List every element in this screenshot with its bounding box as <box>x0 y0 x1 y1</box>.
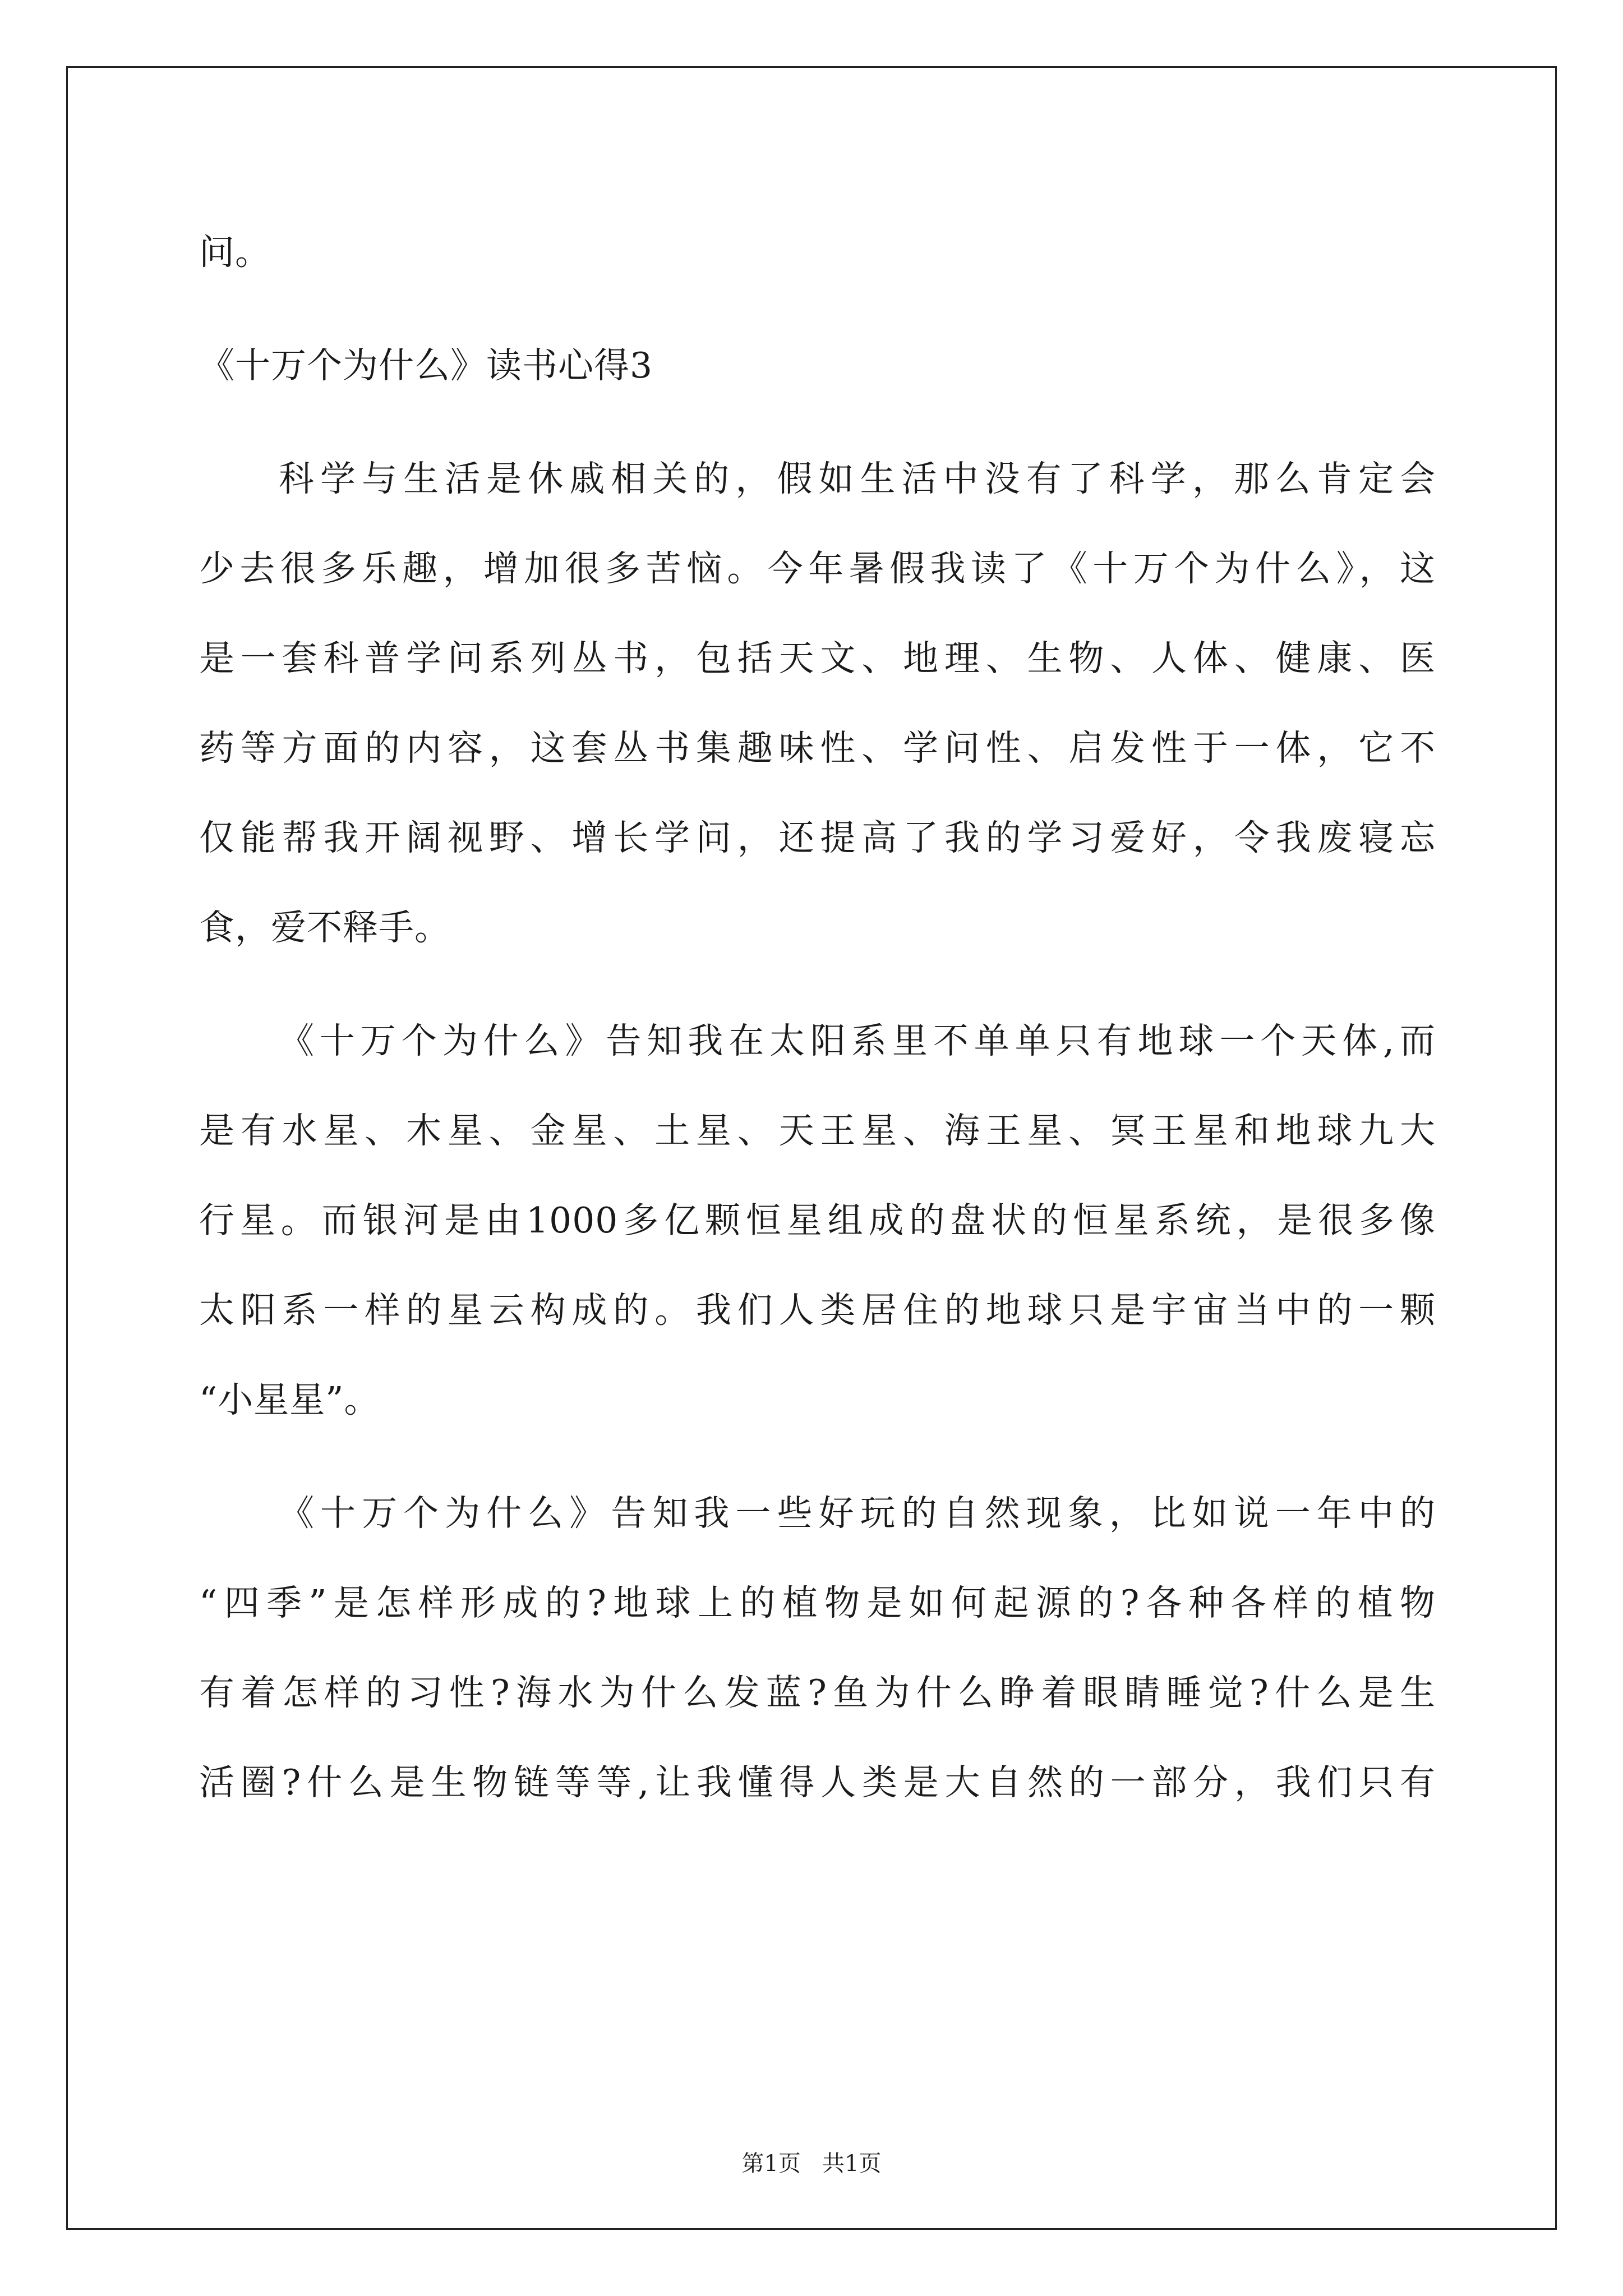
text-line: 科学与生活是休戚相关的，假如生活中没有了科学，那么肯定会 <box>279 458 1436 499</box>
text-line: 是一套科普学问系列丛书，包括天文、地理、生物、人体、健康、医 <box>199 638 1436 679</box>
document-body <box>199 208 1436 1828</box>
text-line: 食，爱不释手。 <box>199 907 450 948</box>
text-line: 《十万个为什么》告知我在太阳系里不单单只有地球一个天体,而 <box>279 1020 1436 1061</box>
text-line: 活圈?什么是生物链等等,让我懂得人类是大自然的一部分，我们只有 <box>199 1762 1436 1803</box>
text-line: 少去很多乐趣，增加很多苦恼。今年暑假我读了《十万个为什么》，这 <box>199 548 1436 589</box>
text-line: 是有水星、木星、金星、土星、天王星、海王星、冥王星和地球九大 <box>199 1110 1436 1151</box>
text-line: “小星星”。 <box>199 1379 380 1420</box>
text-line: 有着怎样的习性?海水为什么发蓝?鱼为什么睁着眼睛睡觉?什么是生 <box>199 1672 1436 1713</box>
text-line: 药等方面的内容，这套丛书集趣味性、学问性、启发性于一体，它不 <box>199 728 1436 769</box>
text-line: 太阳系一样的星云构成的。我们人类居住的地球只是宇宙当中的一颗 <box>199 1290 1436 1331</box>
text-line: 仅能帮我开阔视野、增长学问，还提高了我的学习爱好，令我废寝忘 <box>199 817 1436 858</box>
text-line: 行星。而银河是由1000多亿颗恒星组成的盘状的恒星系统，是很多像 <box>199 1200 1436 1241</box>
page-number: 第1页 共1页 <box>741 2151 882 2177</box>
text-line: 问。 <box>199 232 271 273</box>
section-heading: 《十万个为什么》读书心得3 <box>199 345 653 386</box>
text-line: “四季”是怎样形成的?地球上的植物是如何起源的?各种各样的植物 <box>199 1582 1436 1623</box>
text-line: 《十万个为什么》告知我一些好玩的自然现象，比如说一年中的 <box>279 1493 1436 1534</box>
